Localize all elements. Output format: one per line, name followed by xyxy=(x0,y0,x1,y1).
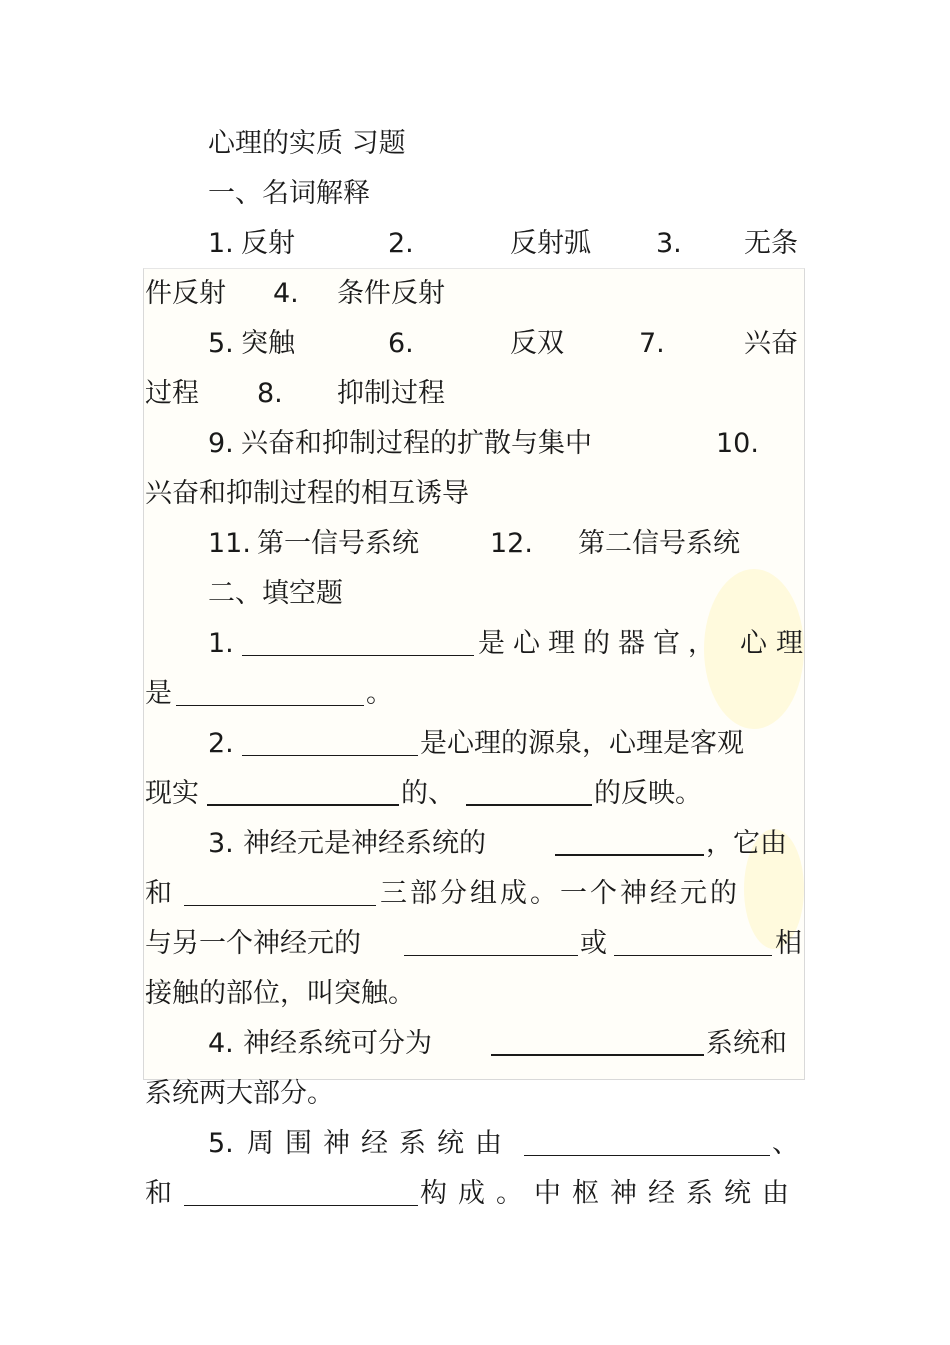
question-text: ，它由 xyxy=(706,828,787,859)
item-number: 12. xyxy=(490,528,533,559)
term-text: 反射弧 xyxy=(510,228,591,259)
section-heading xyxy=(0,169,950,219)
item-number: 7. xyxy=(639,328,665,359)
term-line xyxy=(0,269,950,319)
term-line xyxy=(0,369,950,419)
term-text: 反射 xyxy=(241,228,295,259)
question-line xyxy=(0,1069,950,1119)
question-text: 。 xyxy=(366,678,393,709)
question-number: 5. xyxy=(208,1128,234,1159)
question-text: 现实 xyxy=(145,778,199,809)
term-line xyxy=(0,469,950,519)
section-one-heading: 一、名词解释 xyxy=(208,178,370,209)
answer-blank[interactable] xyxy=(466,804,592,806)
term-text: 件反射 xyxy=(145,278,226,309)
question-line xyxy=(0,869,950,919)
answer-blank[interactable] xyxy=(242,655,474,656)
question-text: 、 xyxy=(772,1128,799,1159)
term-text: 无条 xyxy=(744,228,798,259)
answer-blank[interactable] xyxy=(555,854,704,856)
term-line xyxy=(0,519,950,569)
answer-blank[interactable] xyxy=(404,955,578,956)
answer-blank[interactable] xyxy=(207,804,399,806)
question-text: 或 xyxy=(580,928,607,959)
term-text: 第二信号系统 xyxy=(578,528,740,559)
question-text: 和 xyxy=(145,878,172,909)
document-title xyxy=(0,119,950,169)
question-text: 构成。中枢神经系统由 xyxy=(420,1178,800,1209)
item-number: 5. xyxy=(208,328,234,359)
section-heading xyxy=(0,569,950,619)
answer-blank[interactable] xyxy=(524,1155,770,1156)
title-text: 心理的实质 习题 xyxy=(208,128,406,159)
question-text: 是心理的器官， xyxy=(478,628,723,659)
question-number: 3. xyxy=(208,828,234,859)
answer-blank[interactable] xyxy=(184,905,376,906)
term-text: 兴奋和抑制过程的相互诱导 xyxy=(145,478,469,509)
answer-blank[interactable] xyxy=(614,955,772,956)
question-text: 心理 xyxy=(740,628,812,659)
item-number: 4. xyxy=(273,278,299,309)
answer-blank[interactable] xyxy=(184,1205,418,1206)
answer-blank[interactable] xyxy=(242,755,418,756)
item-number: 3. xyxy=(656,228,682,259)
term-text: 兴奋 xyxy=(744,328,798,359)
question-line xyxy=(0,1119,950,1169)
question-text: 与另一个神经元的 xyxy=(145,928,361,959)
question-number: 4. xyxy=(208,1028,234,1059)
item-number: 10. xyxy=(716,428,759,459)
question-text: 神经系统可分为 xyxy=(243,1028,432,1059)
question-line xyxy=(0,1169,950,1219)
question-line xyxy=(0,1019,950,1069)
question-number: 1. xyxy=(208,628,234,659)
item-number: 2. xyxy=(388,228,414,259)
question-text: 三部分组成。一个神经元的 xyxy=(380,878,740,909)
question-text: 是心理的源泉，心理是客观 xyxy=(420,728,744,759)
term-line xyxy=(0,419,950,469)
question-text: 相 xyxy=(775,928,802,959)
question-text: 系统两大部分。 xyxy=(145,1078,334,1109)
term-line xyxy=(0,319,950,369)
question-line xyxy=(0,769,950,819)
question-text: 的反映。 xyxy=(594,778,702,809)
term-text: 抑制过程 xyxy=(337,378,445,409)
question-line xyxy=(0,619,950,669)
item-number: 6. xyxy=(388,328,414,359)
question-line xyxy=(0,919,950,969)
section-two-heading: 二、填空题 xyxy=(208,578,343,609)
term-text: 反双 xyxy=(510,328,564,359)
item-number: 11. xyxy=(208,528,251,559)
item-number: 9. xyxy=(208,428,234,459)
question-text: 周围神经系统由 xyxy=(247,1128,513,1159)
question-text: 接触的部位，叫突触。 xyxy=(145,978,415,1009)
term-text: 兴奋和抑制过程的扩散与集中 xyxy=(241,428,592,459)
term-text: 过程 xyxy=(145,378,199,409)
question-number: 2. xyxy=(208,728,234,759)
term-text: 第一信号系统 xyxy=(257,528,419,559)
answer-blank[interactable] xyxy=(491,1054,704,1056)
answer-blank[interactable] xyxy=(176,705,364,706)
question-text: 神经元是神经系统的 xyxy=(243,828,486,859)
item-number: 1. xyxy=(208,228,234,259)
item-number: 8. xyxy=(257,378,283,409)
term-line xyxy=(0,219,950,269)
question-line xyxy=(0,719,950,769)
question-line xyxy=(0,969,950,1019)
term-text: 突触 xyxy=(241,328,295,359)
term-text: 条件反射 xyxy=(337,278,445,309)
question-line xyxy=(0,669,950,719)
question-text: 和 xyxy=(145,1178,172,1209)
question-text: 的、 xyxy=(401,778,455,809)
question-text: 是 xyxy=(145,678,172,709)
question-line xyxy=(0,819,950,869)
question-text: 系统和 xyxy=(706,1028,787,1059)
